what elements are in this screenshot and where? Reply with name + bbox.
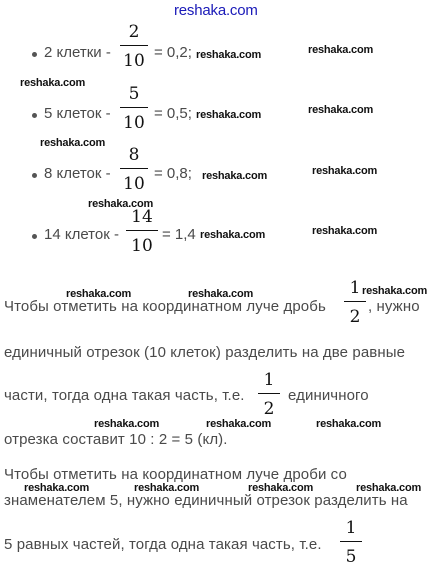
item-1-numerator: 2 <box>128 22 140 42</box>
watermark: reshaka.com <box>308 44 374 56</box>
watermark: reshaka.com <box>94 418 160 430</box>
para1-line3-after: единичного <box>288 387 369 404</box>
watermark: reshaka.com <box>24 482 90 494</box>
fraction-bar <box>126 230 158 231</box>
para2-denominator: 5 <box>345 547 357 567</box>
bullet-3 <box>32 173 37 178</box>
item-2-denominator: 10 <box>123 113 145 133</box>
watermark: reshaka.com <box>196 49 262 61</box>
item-4-numerator: 14 <box>131 207 153 227</box>
fraction-bar <box>120 168 148 169</box>
item-3-result: = 0,8; <box>154 165 192 182</box>
item-2-fraction <box>120 84 148 133</box>
watermark: reshaka.com <box>316 418 382 430</box>
item-1-denominator: 10 <box>123 51 145 71</box>
para1-fraction-2 <box>258 370 280 419</box>
watermark: reshaka.com <box>362 285 428 297</box>
para1-line1-after: , нужно <box>368 298 420 315</box>
watermark: reshaka.com <box>202 170 268 182</box>
para1-line4: отрезка составит 10 : 2 = 5 (кл). <box>4 431 228 448</box>
watermark: reshaka.com <box>312 165 378 177</box>
bullet-1 <box>32 52 37 57</box>
para2-line3-text: 5 равных частей, тогда одна такая часть, т.е. <box>4 536 322 553</box>
para1-line1-text: Чтобы отметить на координатном луче дробь <box>4 298 326 315</box>
bullet-2 <box>32 113 37 118</box>
item-3-fraction <box>120 145 148 194</box>
para2-numerator: 1 <box>345 518 357 538</box>
watermark: reshaka.com <box>308 104 374 116</box>
item-1-result: = 0,2; <box>154 44 192 61</box>
para1-line2: единичный отрезок (10 клеток) разделить на две равные <box>4 344 406 361</box>
watermark: reshaka.com <box>248 482 314 494</box>
watermark: reshaka.com <box>200 229 266 241</box>
watermark-top: reshaka.com <box>174 2 258 19</box>
item-1-label: 2 клетки - <box>44 44 111 61</box>
watermark: reshaka.com <box>188 288 254 300</box>
watermark: reshaka.com <box>206 418 272 430</box>
fraction-bar <box>258 393 280 394</box>
watermark: reshaka.com <box>312 225 378 237</box>
item-3-numerator: 8 <box>128 145 140 165</box>
watermark: reshaka.com <box>88 198 154 210</box>
para1-numerator-2: 1 <box>263 370 275 390</box>
item-3-label: 8 клеток - <box>44 165 111 182</box>
para2-line2: знаменателем 5, нужно единичный отрезок разделить на <box>4 492 408 509</box>
para2-fraction <box>340 518 362 567</box>
item-2-label: 5 клеток - <box>44 105 111 122</box>
para1-line3-text: части, тогда одна такая часть, т.е. <box>4 387 245 404</box>
watermark: reshaka.com <box>20 77 86 89</box>
fraction-bar <box>340 541 362 542</box>
item-2-numerator: 5 <box>128 84 140 104</box>
watermark: reshaka.com <box>196 109 262 121</box>
fraction-bar <box>344 301 366 302</box>
item-4-label: 14 клеток - <box>44 226 119 243</box>
para2-line1: Чтобы отметить на координатном луче дроби со <box>4 466 347 483</box>
item-4-denominator: 10 <box>131 236 153 256</box>
watermark: reshaka.com <box>356 482 422 494</box>
para1-numerator: 1 <box>349 278 361 298</box>
fraction-bar <box>120 107 148 108</box>
bullet-4 <box>32 234 37 239</box>
fraction-bar <box>120 45 148 46</box>
watermark: reshaka.com <box>134 482 200 494</box>
para1-denominator-2: 2 <box>263 399 275 419</box>
item-3-denominator: 10 <box>123 174 145 194</box>
item-1-fraction <box>120 22 148 71</box>
item-4-fraction <box>126 207 158 256</box>
watermark: reshaka.com <box>40 137 106 149</box>
item-2-result: = 0,5; <box>154 105 192 122</box>
para1-denominator: 2 <box>349 307 361 327</box>
item-4-result: = 1,4 <box>162 226 196 243</box>
watermark: reshaka.com <box>66 288 132 300</box>
